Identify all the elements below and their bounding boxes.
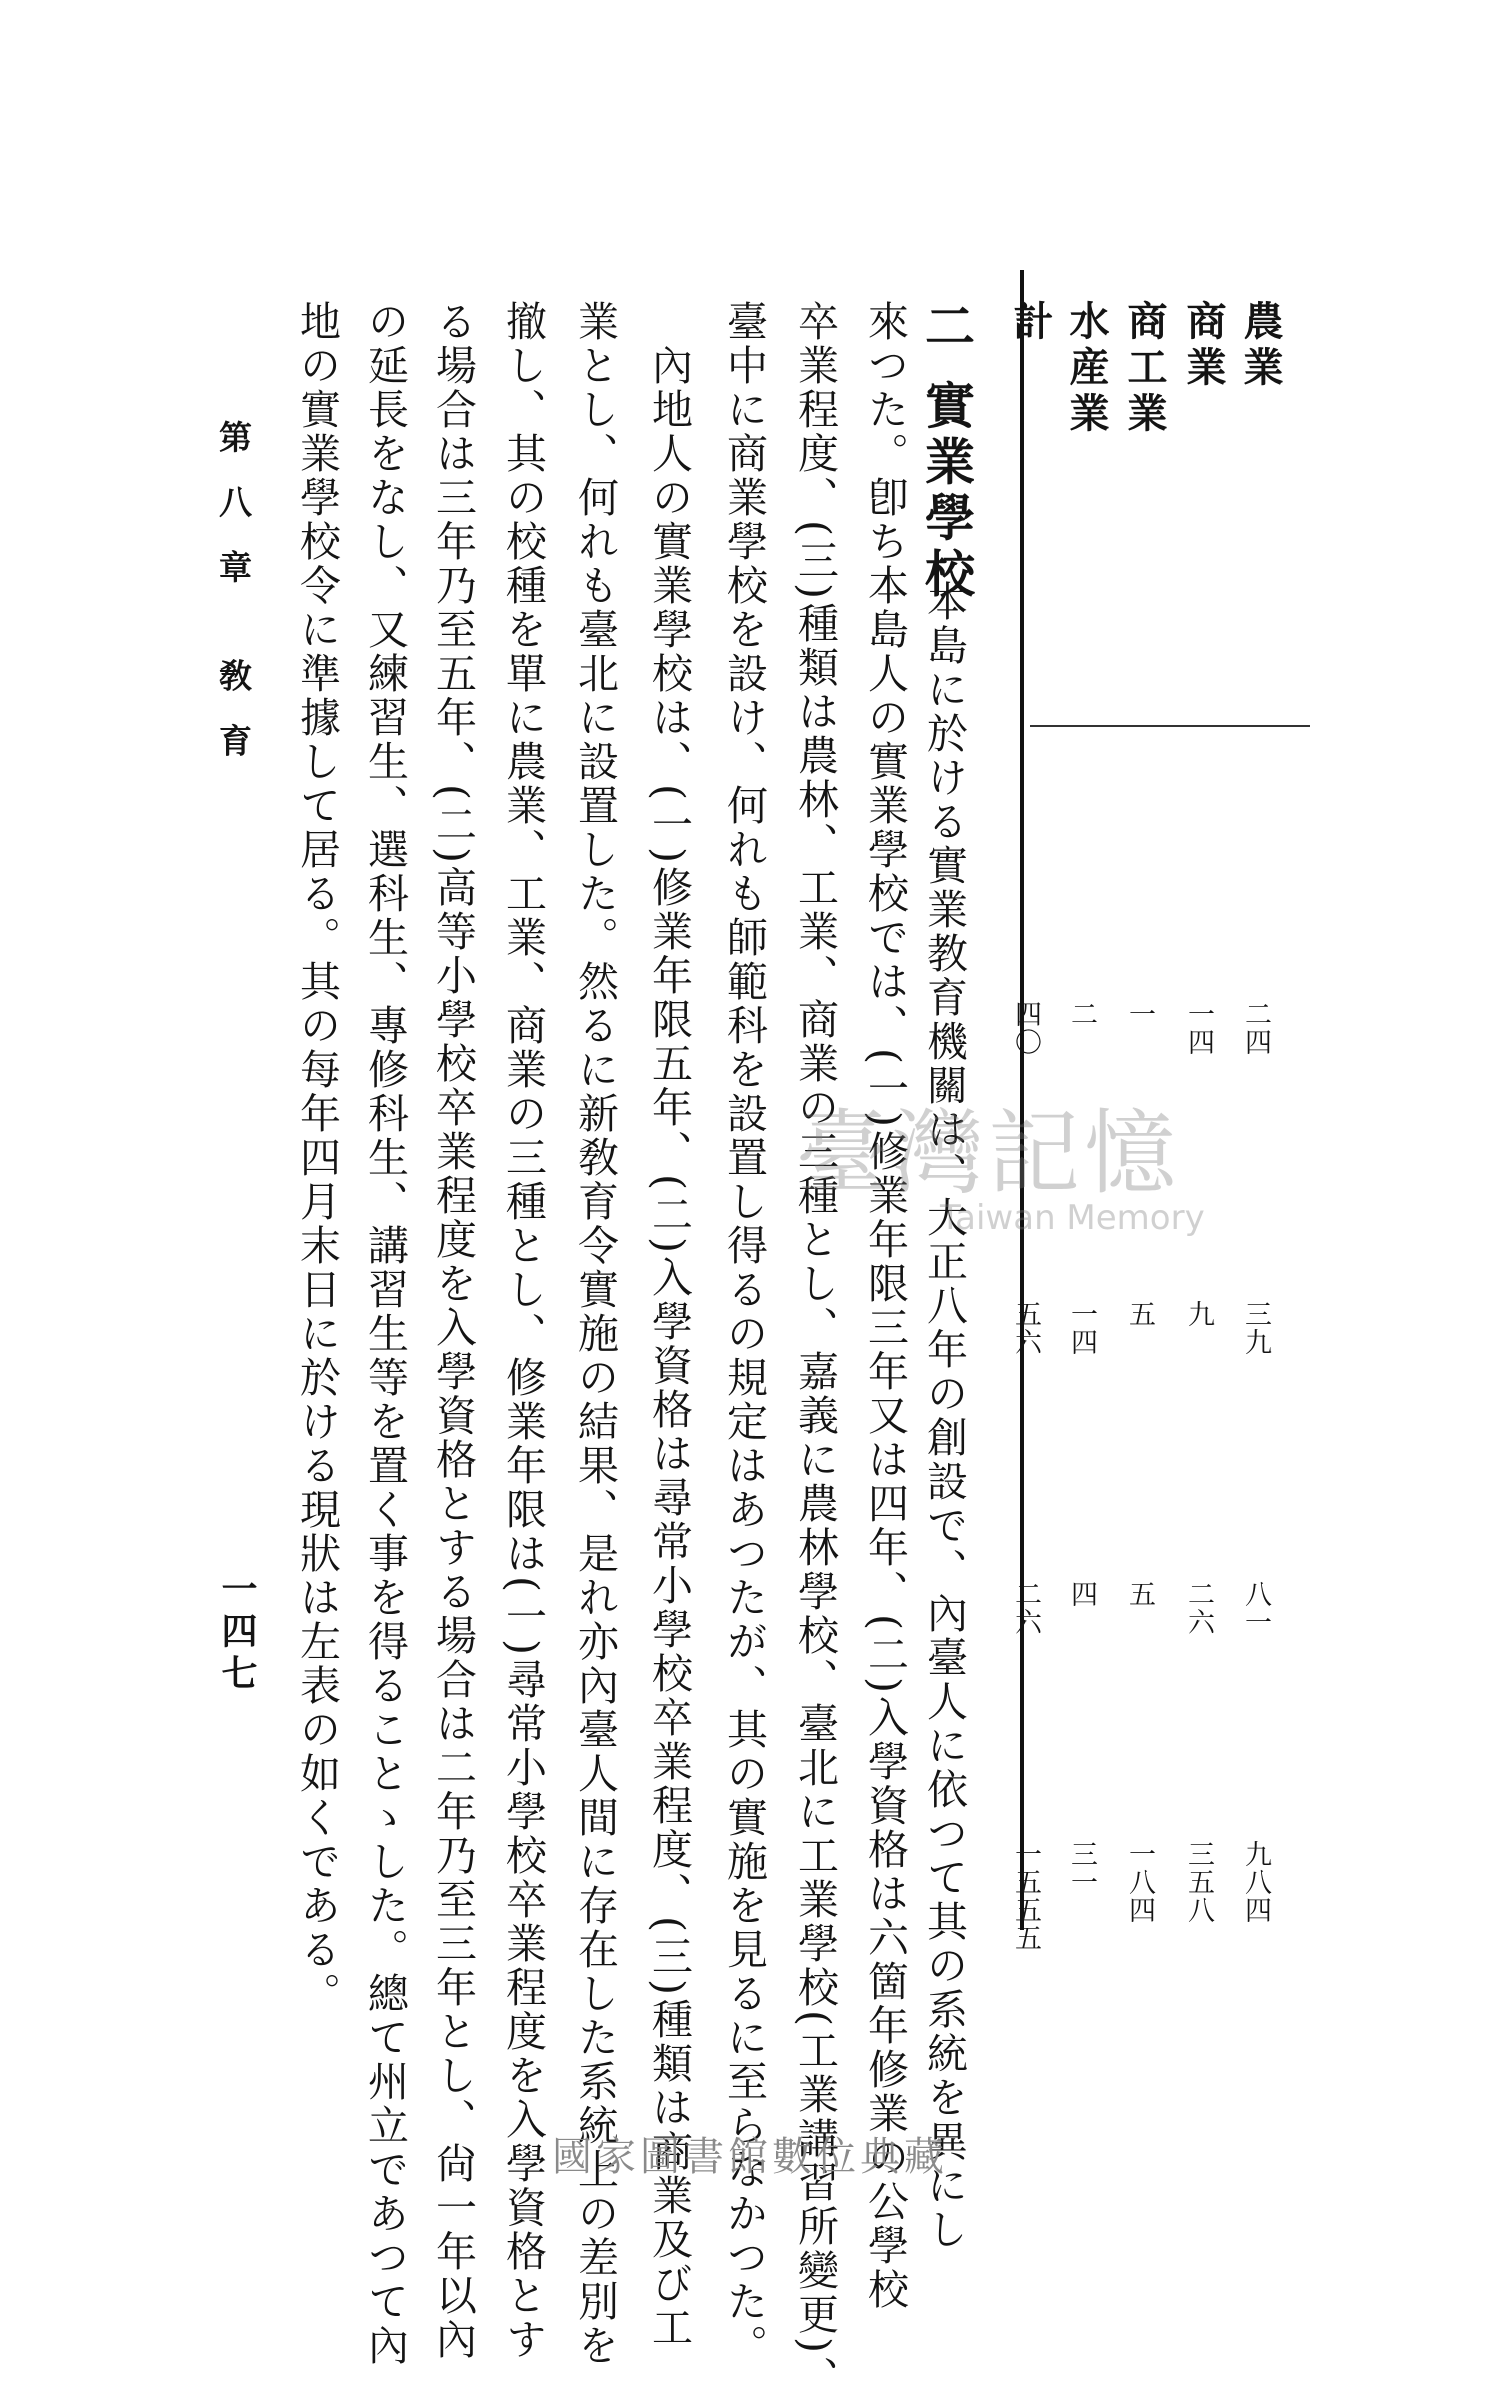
watermark-title: 臺灣記憶 [796, 1100, 1181, 1207]
table-separator [1030, 725, 1310, 727]
table-cell: 九 [1183, 1300, 1214, 1328]
table-cell: 三五八 [1183, 1840, 1214, 1924]
body-line: 卒業程度、(三)種類は農林、工業、商業の三種とし、嘉義に農林學校、臺北に工業學校(工業講習所變更)、 [791, 300, 839, 2400]
body-line: 來つた。卽ち本島人の實業學校では、(一)修業年限三年又は四年、(二)入學資格は六箇年修業の公學校 [861, 300, 909, 2312]
table-row-label: 農業 [1237, 300, 1284, 392]
table-cell: 九八四 [1240, 1840, 1271, 1924]
section-first-line: 本島に於ける實業教育機關は、大正八年の創設で、內臺人に依つて其の系統を異にし [920, 580, 968, 2252]
table-cell: 一四 [1183, 1000, 1214, 1056]
table-cell: 二四 [1240, 1000, 1271, 1056]
chapter-title: 第八章 敎育 [214, 420, 253, 789]
body-line: る場合は三年乃至五年、(二)高等小學校卒業程度を入學資格とする場合は二年乃至三年とし、尙一年以內 [429, 300, 477, 2362]
body-line: 臺中に商業學校を設け、何れも師範科を設置し得るの規定はあつたが、其の實施を見るに至らなかつた。 [720, 300, 768, 2368]
body-line: の延長をなし、又練習生、選科生、專修科生、講習生等を置く事を得ることゝした。總て州立であつて內 [361, 300, 409, 2368]
table-cell: 四 [1066, 1580, 1097, 1608]
table-row-label: 計 [1007, 300, 1054, 346]
body-line: 內地人の實業學校は、(一)修業年限五年、(二)入學資格は尋常小學校卒業程度、(三)種類は商業及び工 [645, 300, 693, 2350]
table-cell: 八一 [1240, 1580, 1271, 1636]
table-cell: 一五五五 [1010, 1840, 1041, 1952]
page-number: 一四七 [216, 1570, 258, 1696]
section-heading: 二 實業學校 [917, 300, 976, 604]
table-cell: 一四 [1066, 1300, 1097, 1356]
table-cell: 五 [1124, 1300, 1155, 1328]
table-cell: 三九 [1240, 1300, 1271, 1356]
table-row-label: 商工業 [1121, 300, 1168, 438]
table-row-label: 商業 [1180, 300, 1227, 392]
table-cell: 二六 [1010, 1580, 1041, 1636]
body-line: 撤し、其の校種を單に農業、工業、商業の三種とし、修業年限は(一)尋常小學校卒業程度を入學資格とす [499, 300, 547, 2362]
table-cell: 三一 [1066, 1840, 1097, 1896]
watermark-subtitle: Taiwan Memory [940, 1198, 1205, 1238]
table-cell: 四〇 [1010, 1000, 1041, 1056]
table-cell: 二 [1066, 1000, 1097, 1028]
table-cell: 五 [1124, 1580, 1155, 1608]
table-row-label: 水産業 [1063, 300, 1110, 438]
table-cell: 五六 [1010, 1300, 1041, 1356]
body-line: 業とし、何れも臺北に設置した。然るに新敎育令實施の結果、是れ亦內臺人間に存在した系統上の差別を [571, 300, 619, 2368]
taiwan-memory-watermark [790, 1080, 1220, 1250]
body-line: 地の實業學校令に準據して居る。其の每年四月末日に於ける現狀は左表の如くである。 [293, 300, 341, 2016]
table-cell: 一 [1124, 1000, 1155, 1028]
table-cell: 一八四 [1124, 1840, 1155, 1924]
table-cell: 二六 [1183, 1580, 1214, 1636]
source-footer: 國家圖書館數位典藏 [552, 2134, 948, 2180]
